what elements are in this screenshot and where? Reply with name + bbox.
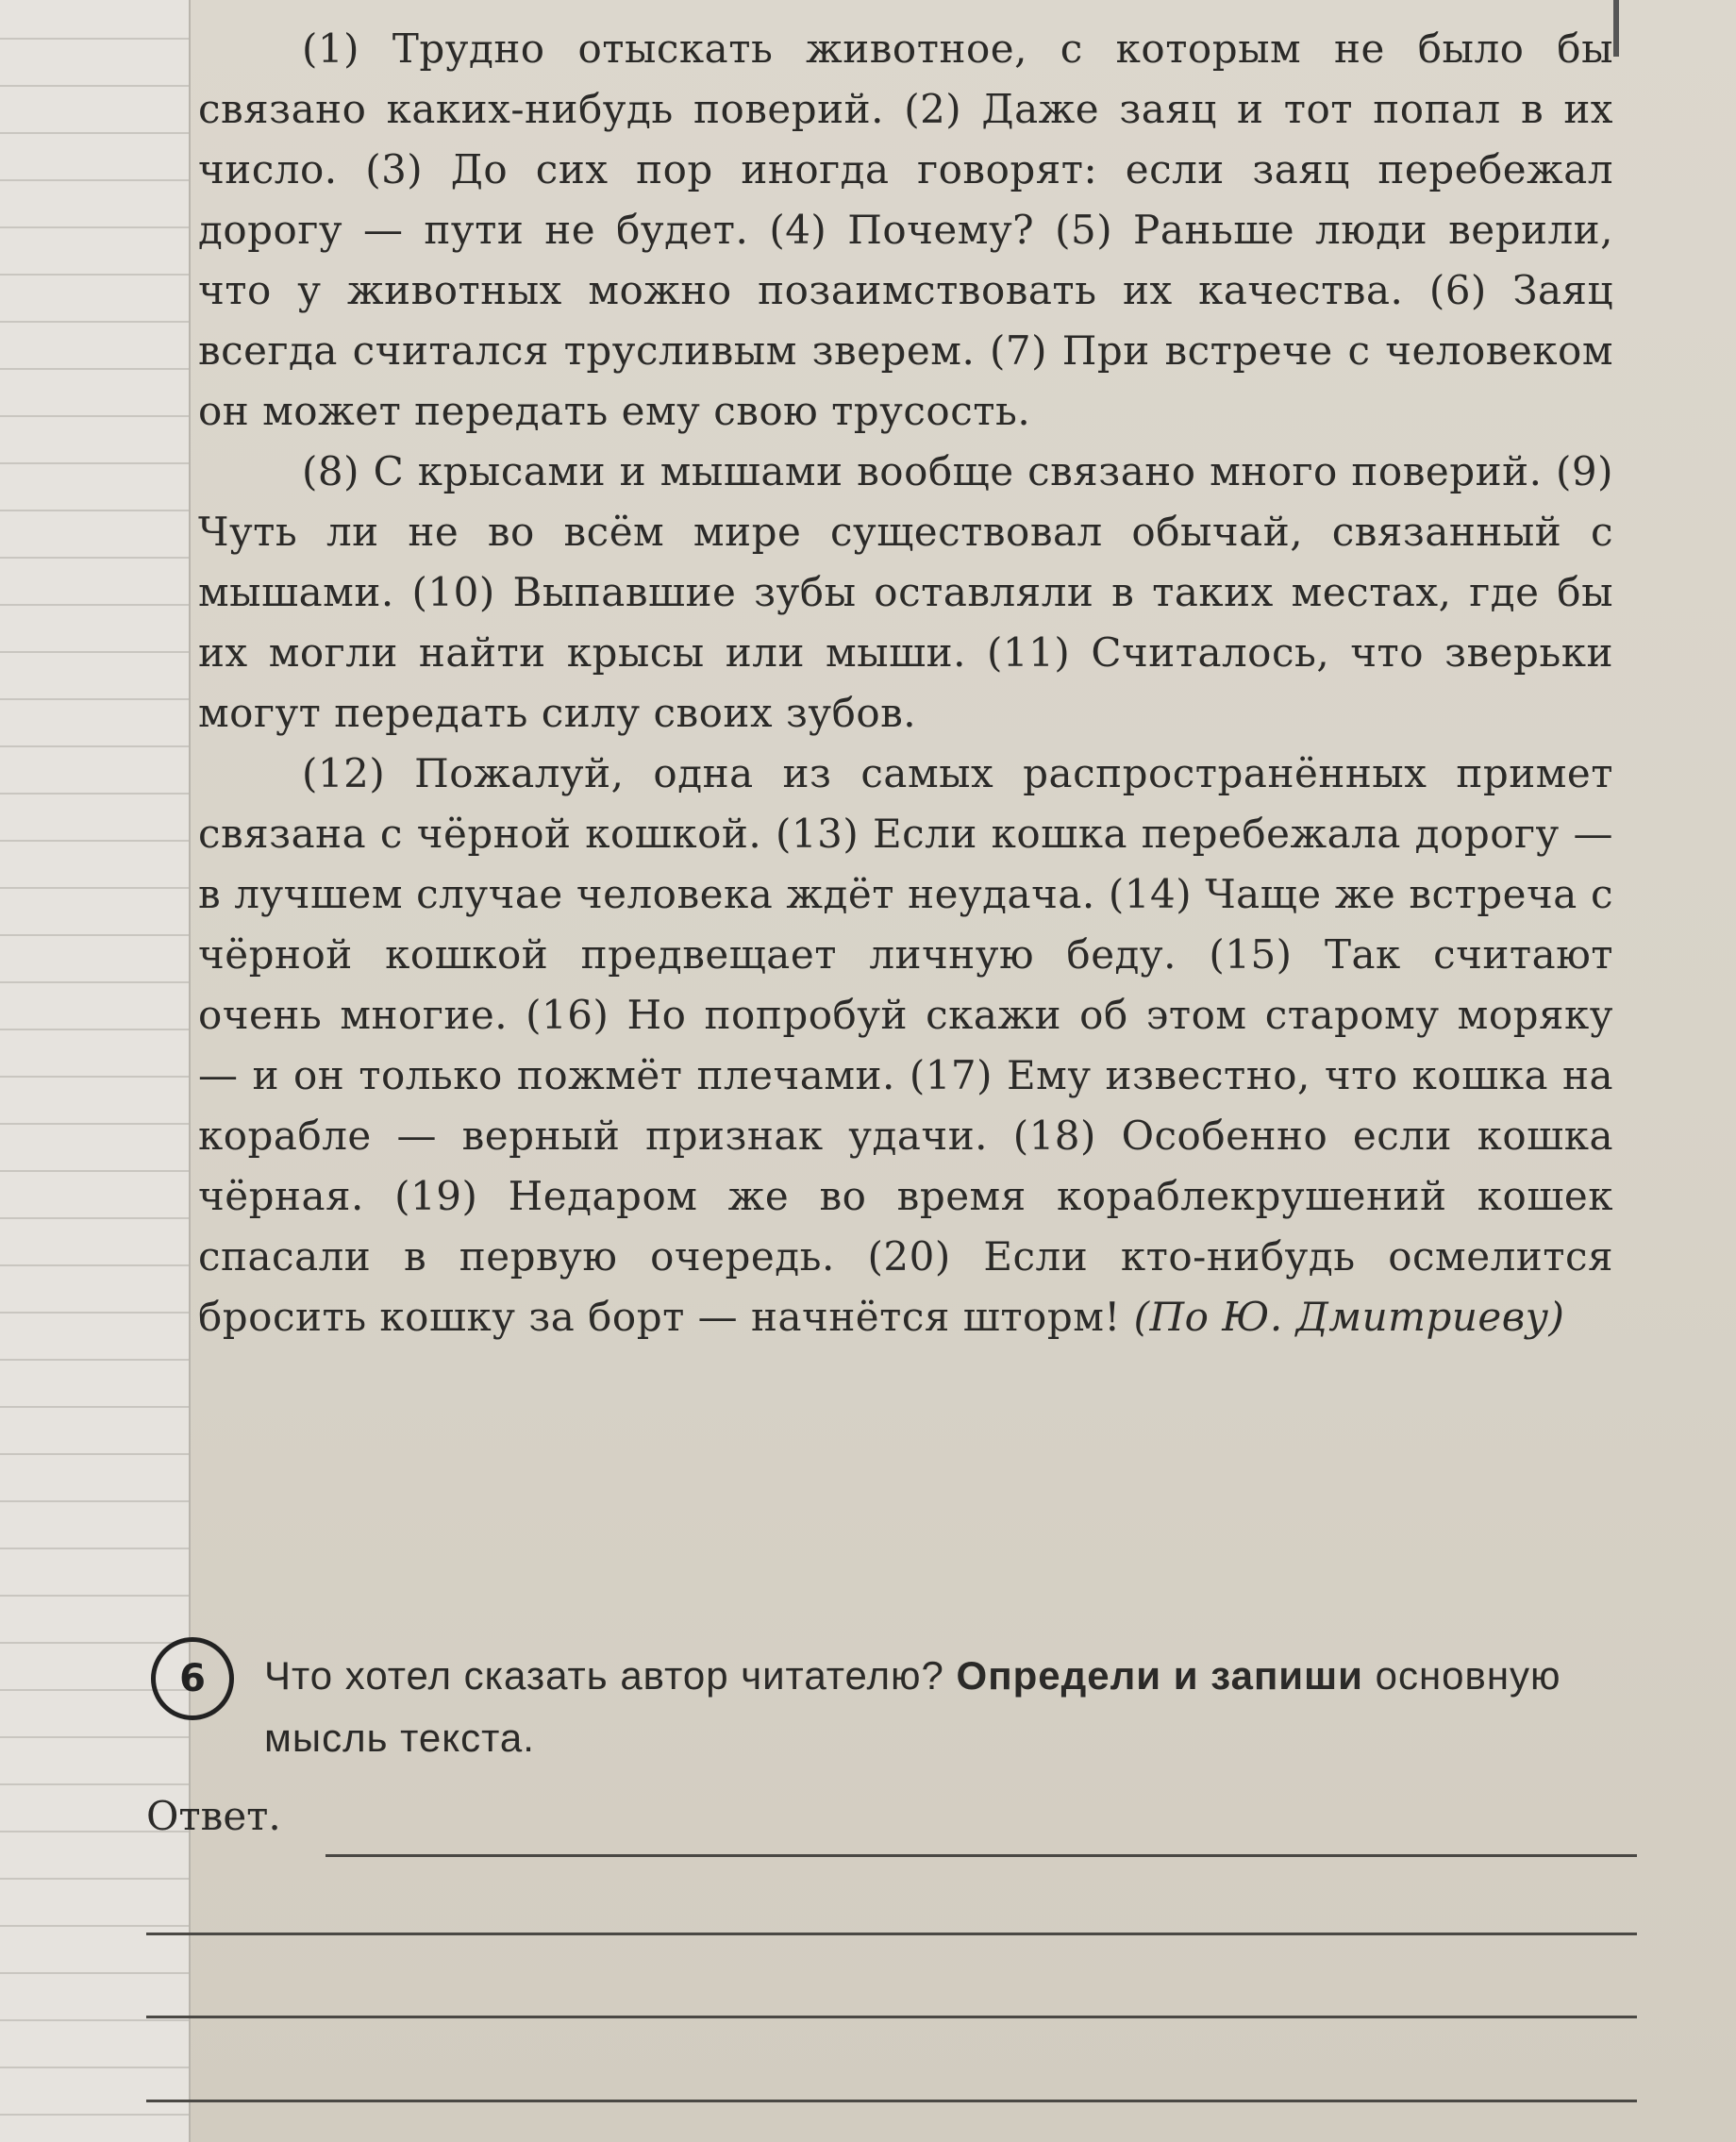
margin-rule (0, 226, 189, 228)
margin-rule (0, 2067, 189, 2068)
task-number-badge: 6 (151, 1637, 234, 1720)
margin-rule (0, 1123, 189, 1125)
task-text-bold: Определи и запиши (956, 1653, 1363, 1698)
paragraph-3-text: (12) Пожалуй, одна из самых распространённых примет связана с чёрной кошкой. (13) Если кошка перебежала дорогу — в лучшем случае человека ждёт неудача. (14) Чаще же встреча с чёрной кошкой предвещает личную беду. (15) Так считают очень многие. (16) Но попробуй скажи об этом старому моряку — и он только пожмёт плечами. (17) Ему известно, что кошка на корабле — верный признак удачи. (18) Особенно если кошка чёрная. (19) Недаром же во время кораблекрушений кошек спасали в первую очередь. (20) Если кто-нибудь осмелится бросить кошку за борт — начнётся шторм! (198, 750, 1613, 1340)
margin-rule (0, 1029, 189, 1030)
margin-rule (0, 1170, 189, 1172)
task-text-plain: Что хотел сказать автор читателю? (264, 1653, 957, 1698)
answer-line-2[interactable] (146, 1933, 1637, 1935)
margin-rule (0, 2114, 189, 2116)
paragraph-2: (8) С крысами и мышами вообще связано много поверий. (9) Чуть ли не во всём мире существовал обычай, связанный с мышами. (10) Выпавшие зубы оставляли в таких местах, где бы их могли найти крысы или мыши. (11) Считалось, что зверьки могут передать силу своих зубов. (198, 448, 1613, 736)
margin-rule (0, 793, 189, 795)
author-attribution: (По Ю. Дмитриеву) (1133, 1294, 1565, 1340)
margin-rule (0, 1453, 189, 1455)
answer-line-1[interactable] (326, 1854, 1637, 1857)
margin-rule (0, 557, 189, 559)
margin-rule (0, 1783, 189, 1785)
margin-rule (0, 1500, 189, 1502)
margin-rule (0, 321, 189, 323)
margin-rule (0, 1217, 189, 1219)
margin-rule (0, 132, 189, 134)
margin-rule (0, 1595, 189, 1597)
margin-rule (0, 462, 189, 464)
margin-rule (0, 1359, 189, 1361)
margin-rule (0, 934, 189, 936)
paragraph-3 (198, 744, 1613, 1347)
margin-rule (0, 1264, 189, 1266)
margin-rule (0, 179, 189, 181)
margin-rule (0, 1878, 189, 1880)
answer-line-3[interactable] (146, 2016, 1637, 2018)
margin-rule (0, 698, 189, 700)
margin-rule (0, 1642, 189, 1644)
margin-rule (0, 368, 189, 370)
answer-line-4[interactable] (146, 2100, 1637, 2102)
margin-rule (0, 981, 189, 983)
margin-rule (0, 887, 189, 889)
margin-rule (0, 85, 189, 87)
margin-rule (0, 1972, 189, 1974)
margin-rule (0, 415, 189, 417)
margin-rule (0, 274, 189, 276)
reading-passage (198, 19, 1613, 1347)
margin-rule (0, 1736, 189, 1738)
margin-rule (0, 38, 189, 40)
margin-rule (0, 1076, 189, 1078)
margin-rule (0, 1925, 189, 1927)
paragraph-1: (1) Трудно отыскать животное, с которым не было бы связано каких-нибудь поверий. (2) Даже заяц и тот попал в их число. (3) До сих пор иногда говорят: если заяц перебежал дорогу — пути не будет. (4) Почему? (5) Раньше люди верили, что у животных можно позаимствовать их качества. (6) Заяц всегда считался трусливым зверем. (7) При встрече с человеком он может передать ему свою трусость. (198, 25, 1613, 434)
margin-rule (0, 1312, 189, 1314)
answer-label: Ответ. (146, 1793, 281, 1839)
margin-rule (0, 651, 189, 653)
margin-rule (0, 510, 189, 511)
task-instruction (264, 1645, 1623, 1769)
margin-rule (0, 1548, 189, 1549)
margin-rule (0, 1406, 189, 1408)
margin-rule (0, 2019, 189, 2021)
margin-rule (0, 745, 189, 747)
task-text-plain-2: основную мысль текста. (264, 1653, 1561, 1760)
margin-rule (0, 604, 189, 606)
margin-rule (0, 840, 189, 842)
frame-border (1613, 0, 1619, 57)
